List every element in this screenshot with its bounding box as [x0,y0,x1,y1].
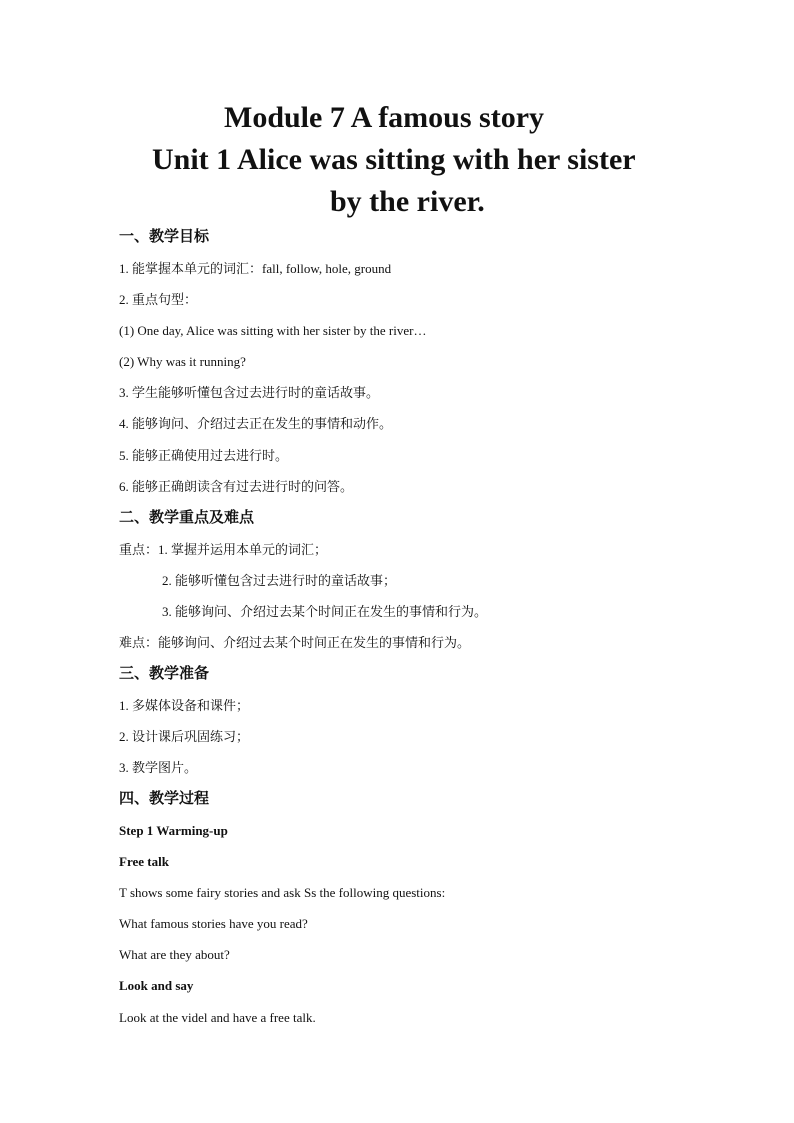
preparation-item: 2. 设计课后巩固练习； [119,729,250,744]
key-point-item: 2. 能够听懂包含过去进行时的童话故事； [162,573,397,588]
objective-item: 3. 学生能够听懂包含过去进行时的童话故事。 [119,385,380,400]
process-line: T shows some fairy stories and ask Ss the following questions: [119,885,446,900]
key-point-item: 重点：1. 掌握并运用本单元的词汇； [119,542,328,557]
objective-item: (2) Why was it running? [119,354,246,369]
process-line: Look at the videl and have a free talk. [119,1010,316,1025]
subheading-look-and-say: Look and say [119,978,194,993]
document-page: Module 7 A famous story Unit 1 Alice was sitting with her sister by the river. 一、教学目标 1. 能掌握本单元的词汇：fall, follow, hole, ground 2. 重点句型： (1) One day, Alice was sitting with her sister by the river… (2) Why was it running? 3. 学生能够听懂包含过去进行时的童话故事。 4. 能够询问、介绍过去正在发生的事情和动作。 5. 能够正确使用过去进行时。 6. 能够正确朗读含有过去进行时的问答。 二、教学重点及难点 重点：1. 掌握并运用本单元的词汇； 2. 能够听懂包含过去进行时的童话故事； 3. 能够询问、介绍过去某个时间正在发生的事情和行为。 难点：能够询问、介绍过去某个时间正在发生的事情和行为。 三、教学准备 1. 多媒体设备和课件； 2. 设计课后巩固练习； 3. 教学图片。 四、教学过程 Step 1 Warming-up Free talk T shows some fairy stories and ask Ss the following questions: What famous stories have you read? What are they about? Look and say Look at the videl and have a free talk. [119,101,636,1025]
step-heading: Step 1 Warming-up [119,823,228,838]
preparation-item: 3. 教学图片。 [119,760,198,775]
section-heading-objectives: 一、教学目标 [119,227,210,245]
objective-item: 4. 能够询问、介绍过去正在发生的事情和动作。 [119,416,393,431]
subheading-free-talk: Free talk [119,854,169,869]
process-line: What are they about? [119,947,230,962]
objective-item: (1) One day, Alice was sitting with her sister by the river… [119,323,427,338]
objective-item: 2. 重点句型： [119,292,198,307]
preparation-item: 1. 多媒体设备和课件； [119,698,250,713]
key-point-item: 3. 能够询问、介绍过去某个时间正在发生的事情和行为。 [162,604,488,619]
objective-item: 6. 能够正确朗读含有过去进行时的问答。 [119,479,354,494]
section-heading-preparation: 三、教学准备 [119,664,210,682]
process-line: What famous stories have you read? [119,916,308,931]
objective-item: 1. 能掌握本单元的词汇：fall, follow, hole, ground [119,261,392,276]
section-heading-key-points: 二、教学重点及难点 [119,508,255,526]
objective-item: 5. 能够正确使用过去进行时。 [119,448,289,463]
difficulty-item: 难点：能够询问、介绍过去某个时间正在发生的事情和行为。 [119,635,471,650]
section-heading-process: 四、教学过程 [119,789,210,807]
